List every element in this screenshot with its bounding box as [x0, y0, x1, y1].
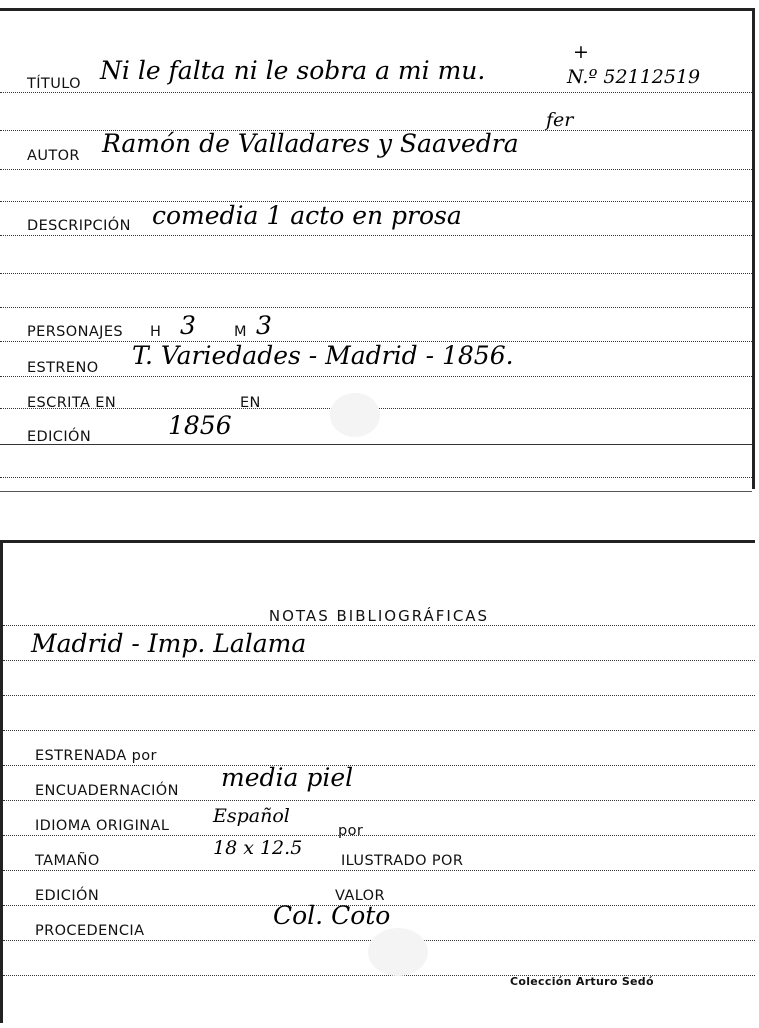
ruled-line — [3, 625, 755, 626]
titulo-value: Ni le falta ni le sobra a mi mu. — [100, 56, 486, 85]
ruled-line — [3, 695, 755, 696]
autor-value: Ramón de Valladares y Saavedra — [102, 129, 519, 158]
idioma-por-label: por — [338, 823, 364, 839]
ruled-line — [3, 660, 755, 661]
edicion-value: 1856 — [168, 411, 232, 440]
personajes-m-label: M — [234, 324, 247, 340]
encuadernacion-label: ENCUADERNACIÓN — [35, 783, 179, 799]
escrita-en-label: ESCRITA EN — [27, 395, 117, 411]
ruled-line — [3, 870, 755, 871]
idioma-label: IDIOMA ORIGINAL — [35, 818, 170, 834]
valor-label: VALOR — [335, 888, 385, 904]
idioma-value: Español — [213, 805, 290, 827]
edicion-label: EDICIÓN — [27, 429, 92, 445]
titulo-number: N.º 52112519 — [567, 66, 701, 88]
ruled-line — [3, 765, 755, 766]
notas-heading: NOTAS BIBLIOGRÁFICAS — [268, 607, 490, 625]
ruled-line — [0, 235, 752, 236]
ruled-line — [0, 307, 752, 308]
personajes-h-label: H — [150, 324, 162, 340]
descripcion-label: DESCRIPCIÓN — [27, 218, 131, 234]
tamano-label: TAMAÑO — [35, 853, 100, 869]
collection-stamp: Colección Arturo Sedó — [510, 975, 654, 988]
ruled-line — [0, 477, 752, 478]
estreno-label: ESTRENO — [27, 360, 99, 376]
catalog-card-front — [0, 8, 755, 489]
ruled-line — [3, 800, 755, 801]
catalog-card-back — [0, 540, 755, 1023]
ruled-line — [0, 444, 752, 445]
notas-value: Madrid - Imp. Lalama — [31, 629, 307, 658]
ruled-line — [0, 376, 752, 377]
titulo-label: TÍTULO — [27, 76, 81, 92]
personajes-label: PERSONAJES — [27, 324, 124, 340]
procedencia-value: Col. Coto — [273, 901, 391, 930]
edicion-back-label: EDICIÓN — [35, 888, 100, 904]
encuadernacion-value: media piel — [221, 763, 354, 792]
tamano-value: 18 x 12.5 — [213, 837, 303, 859]
estrenada-label: ESTRENADA por — [35, 748, 157, 764]
autor-label: AUTOR — [27, 148, 80, 164]
procedencia-label: PROCEDENCIA — [35, 923, 145, 939]
card-divider — [0, 491, 752, 492]
en-label: EN — [240, 395, 261, 411]
ruled-line — [0, 92, 752, 93]
paper-blot — [368, 928, 428, 976]
ruled-line — [0, 273, 752, 274]
autor-suffix: fer — [546, 109, 574, 131]
ruled-line — [0, 169, 752, 170]
personajes-h-value: 3 — [180, 311, 196, 340]
estreno-value: T. Variedades - Madrid - 1856. — [132, 341, 514, 370]
ruled-line — [3, 835, 755, 836]
ilustrado-label: ILUSTRADO POR — [341, 853, 464, 869]
personajes-m-value: 3 — [256, 311, 272, 340]
paper-blot — [330, 393, 380, 437]
cross-mark: + — [573, 41, 589, 63]
descripcion-value: comedia 1 acto en prosa — [152, 201, 462, 230]
ruled-line — [3, 730, 755, 731]
